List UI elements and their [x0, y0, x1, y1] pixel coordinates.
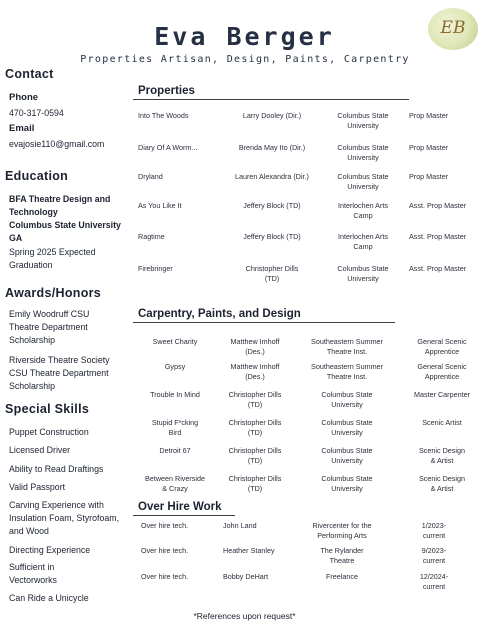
carpentry-show-cell: Gypsy — [164, 362, 186, 371]
references-note: *References upon request* — [193, 611, 296, 621]
carpentry-venue-cell: Columbus State — [321, 418, 373, 427]
properties-role-cell: Asst. Prop Master — [409, 201, 467, 210]
carpentry-show-cell: & Crazy — [162, 484, 188, 493]
resume-name: Eva Berger — [154, 22, 335, 51]
properties-heading: Properties — [138, 85, 195, 97]
school-name: Columbus State University — [9, 220, 121, 230]
overhire-heading: Over Hire Work — [138, 501, 222, 513]
carpentry-role-cell: Apprentice — [424, 372, 460, 381]
carpentry-show-cell: Trouble In Mind — [150, 390, 200, 399]
carpentry-role-cell: Master Carpenter — [414, 390, 470, 399]
carpentry-director-cell: (TD) — [247, 456, 263, 465]
overhire-director-cell: John Land — [223, 521, 257, 530]
properties-venue-cell: Camp — [353, 242, 373, 251]
carpentry-director-cell: (TD) — [247, 428, 263, 437]
carpentry-role-cell: & Artist — [430, 456, 454, 465]
properties-director-cell: (TD) — [264, 274, 280, 283]
carpentry-venue-cell: Columbus State — [321, 390, 373, 399]
carpentry-role-cell: Scenic Design — [419, 446, 465, 455]
overhire-venue-cell: Theatre — [329, 556, 355, 565]
degree-line: Technology — [9, 207, 58, 217]
email-address: evajosie110@gmail.com — [9, 139, 105, 149]
overhire-director-cell: Bobby DeHart — [223, 572, 269, 581]
properties-venue-cell: Camp — [353, 211, 373, 220]
carpentry-director-cell: Christopher Dills — [228, 418, 282, 427]
carpentry-role-cell: General Scenic — [417, 362, 467, 371]
carpentry-venue-cell: Columbus State — [321, 446, 373, 455]
properties-divider — [133, 99, 409, 100]
properties-role-cell: Prop Master — [409, 172, 449, 181]
overhire-show-cell: Over hire tech. — [141, 546, 189, 555]
skill-item: and Wood — [9, 526, 49, 536]
skill-item: Ability to Read Draftings — [9, 464, 104, 474]
award-line: Theatre Department — [9, 322, 88, 332]
carpentry-heading: Carpentry, Paints, and Design — [138, 308, 301, 320]
carpentry-director-cell: Christopher Dills — [228, 390, 282, 399]
award-line: Riverside Theatre Society — [9, 355, 110, 365]
properties-venue-cell: Columbus State — [337, 264, 389, 273]
overhire-role-cell: current — [422, 556, 446, 565]
skill-item: Directing Experience — [9, 545, 91, 555]
award-line: Scholarship — [9, 381, 55, 391]
overhire-venue-cell: Freelance — [326, 572, 358, 581]
overhire-show-cell: Over hire tech. — [141, 572, 189, 581]
contact-heading: Contact — [5, 67, 54, 81]
monogram-logo — [428, 8, 478, 50]
carpentry-director-cell: Christopher Dills — [228, 446, 282, 455]
properties-show-cell: As You Like It — [138, 201, 182, 210]
properties-show-cell: Firebringer — [138, 264, 173, 273]
carpentry-role-cell: Apprentice — [424, 347, 460, 356]
carpentry-show-cell: Detroit 67 — [159, 446, 191, 455]
carpentry-director-cell: Matthew Imhoff — [230, 362, 280, 371]
award-line: CSU Theatre Department — [9, 368, 109, 378]
overhire-director-cell: Heather Stanley — [223, 546, 275, 555]
skills-heading: Special Skills — [5, 402, 90, 416]
overhire-venue-cell: Rivercenter for the — [312, 521, 372, 530]
award-line: Scholarship — [9, 335, 55, 345]
carpentry-director-cell: Christopher Dills — [228, 474, 282, 483]
carpentry-venue-cell: Southeastern Summer — [311, 337, 383, 346]
carpentry-show-cell: Between Riverside — [145, 474, 205, 483]
overhire-venue-cell: The Rylander — [320, 546, 364, 555]
skill-item: Sufficient in — [9, 562, 55, 572]
carpentry-role-cell: & Artist — [430, 484, 454, 493]
properties-role-cell: Asst. Prop Master — [409, 264, 467, 273]
overhire-venue-cell: Performing Arts — [317, 531, 367, 540]
carpentry-venue-cell: University — [331, 484, 363, 493]
carpentry-venue-cell: Southeastern Summer — [311, 362, 383, 371]
education-heading: Education — [5, 169, 69, 183]
properties-venue-cell: University — [347, 153, 379, 162]
skill-item: Can Ride a Unicycle — [9, 593, 89, 603]
carpentry-director-cell: Matthew Imhoff — [230, 337, 280, 346]
overhire-role-cell: 1/2023- — [421, 521, 447, 530]
carpentry-venue-cell: Theatre Inst. — [326, 347, 368, 356]
properties-director-cell: Lauren Alexandra (Dir.) — [235, 172, 309, 181]
properties-venue-cell: University — [347, 121, 379, 130]
carpentry-venue-cell: University — [331, 400, 363, 409]
properties-show-cell: Ragtime — [138, 232, 165, 241]
properties-director-cell: Larry Dooley (Dir.) — [242, 111, 302, 120]
carpentry-show-cell: Bird — [168, 428, 182, 437]
carpentry-venue-cell: University — [331, 456, 363, 465]
carpentry-show-cell: Stupid F*cking — [151, 418, 199, 427]
skill-item: Puppet Construction — [9, 427, 89, 437]
overhire-divider — [133, 515, 235, 516]
properties-role-cell: Asst. Prop Master — [409, 232, 467, 241]
carpentry-venue-cell: University — [331, 428, 363, 437]
carpentry-divider — [133, 322, 395, 323]
overhire-role-cell: 9/2023- — [421, 546, 447, 555]
properties-show-cell: Into The Woods — [138, 111, 189, 120]
skill-item: Licensed Driver — [9, 445, 71, 455]
degree-line: BFA Theatre Design and — [9, 194, 111, 204]
properties-venue-cell: University — [347, 182, 379, 191]
resume-subtitle: Properties Artisan, Design, Paints, Carpentry — [80, 54, 410, 65]
properties-director-cell: Jeffery Block (TD) — [243, 201, 301, 210]
properties-venue-cell: Interlochen Arts — [338, 232, 388, 241]
carpentry-director-cell: (TD) — [247, 484, 263, 493]
carpentry-venue-cell: Theatre Inst. — [326, 372, 368, 381]
overhire-role-cell: current — [422, 582, 446, 591]
carpentry-role-cell: General Scenic — [417, 337, 467, 346]
awards-heading: Awards/Honors — [5, 286, 102, 300]
properties-show-cell: Dryland — [138, 172, 163, 181]
carpentry-director-cell: (TD) — [247, 400, 263, 409]
carpentry-director-cell: (Des.) — [245, 347, 265, 356]
carpentry-show-cell: Sweet Charity — [152, 337, 198, 346]
skill-item: Valid Passport — [9, 482, 66, 492]
graduation-line: Spring 2025 Expected — [9, 247, 96, 257]
properties-role-cell: Prop Master — [409, 143, 449, 152]
properties-venue-cell: Interlochen Arts — [338, 201, 388, 210]
properties-director-cell: Christopher Dills — [245, 264, 299, 273]
monogram-logo-text: EB — [440, 18, 466, 38]
email-label: Email — [9, 123, 35, 134]
properties-show-cell: Diary Of A Worm... — [138, 143, 198, 152]
graduation-line: Graduation — [9, 260, 53, 270]
properties-venue-cell: University — [347, 274, 379, 283]
overhire-role-cell: current — [422, 531, 446, 540]
overhire-role-cell: 12/2024- — [419, 572, 449, 581]
skill-item: Insulation Foam, Styrofoam, — [9, 513, 120, 523]
overhire-show-cell: Over hire tech. — [141, 521, 189, 530]
properties-role-cell: Prop Master — [409, 111, 449, 120]
properties-venue-cell: Columbus State — [337, 143, 389, 152]
properties-venue-cell: Columbus State — [337, 172, 389, 181]
skill-item: Carving Experience with — [9, 500, 104, 510]
properties-venue-cell: Columbus State — [337, 111, 389, 120]
properties-director-cell: Jeffery Block (TD) — [243, 232, 301, 241]
properties-director-cell: Brenda May Ito (Dir.) — [238, 143, 306, 152]
carpentry-role-cell: Scenic Artist — [422, 418, 462, 427]
phone-number: 470-317-0594 — [9, 108, 64, 118]
carpentry-venue-cell: Columbus State — [321, 474, 373, 483]
phone-label: Phone — [9, 92, 39, 103]
carpentry-director-cell: (Des.) — [245, 372, 265, 381]
award-line: Emily Woodruff CSU — [9, 309, 90, 319]
carpentry-role-cell: Scenic Design — [419, 474, 465, 483]
skill-item: Vectorworks — [9, 575, 57, 585]
school-state: GA — [9, 233, 23, 243]
